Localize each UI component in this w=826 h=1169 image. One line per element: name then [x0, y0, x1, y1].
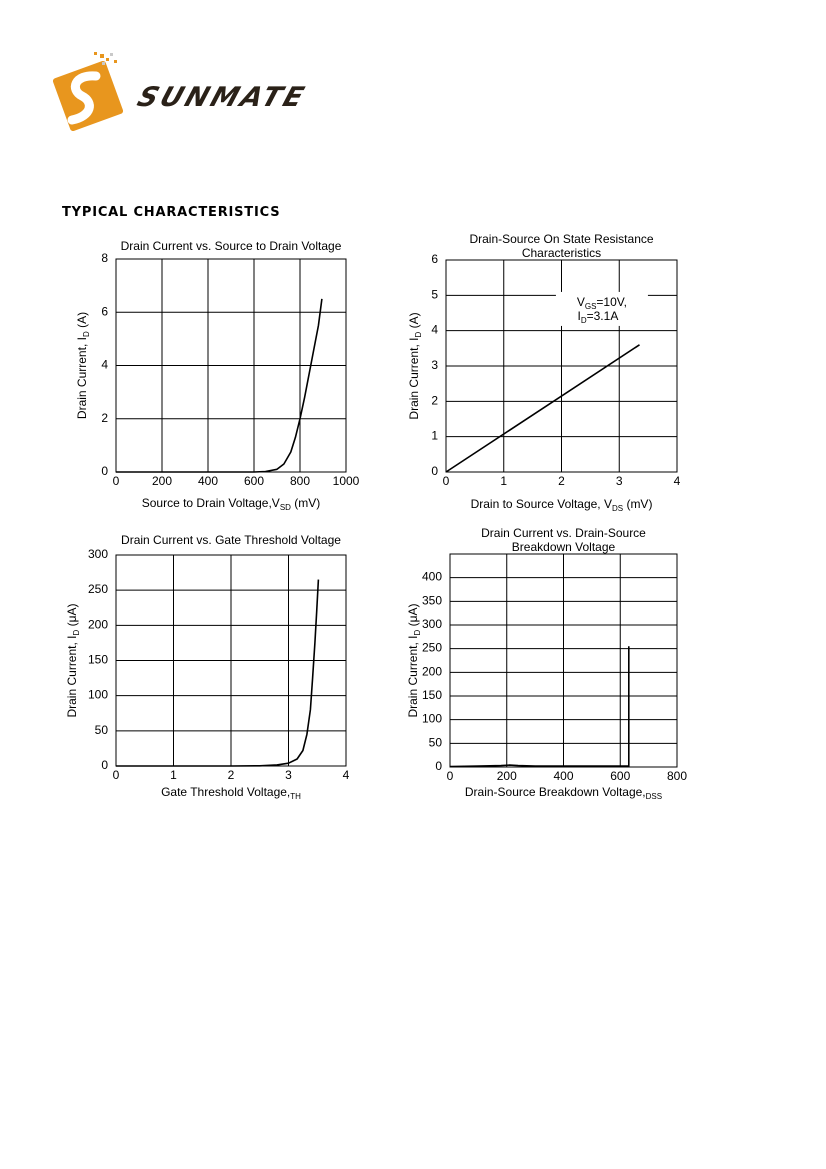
- y-tick-label: 3: [431, 358, 438, 372]
- y-tick-label: 350: [421, 593, 442, 608]
- y-tick-label: 0: [435, 759, 442, 773]
- y-tick-label: 250: [421, 640, 442, 655]
- x-tick-label: 0: [446, 769, 454, 783]
- chart-title: Drain Current vs. Gate Threshold Voltage: [121, 533, 341, 547]
- series-line: [116, 299, 322, 472]
- y-tick-label: 8: [101, 251, 108, 265]
- chart-drain-current-vs-source-drain-voltage: [75, 239, 360, 512]
- y-tick-label: 0: [101, 464, 108, 478]
- x-axis-label: Source to Drain $Voltage,V_{SD}$ (mV): [141, 496, 321, 512]
- x-tick-label: 200: [151, 474, 173, 488]
- chart-title: Drain Current vs. Drain-Source: [481, 526, 646, 540]
- y-tick-label: 4: [101, 357, 108, 372]
- y-axis-label: Drain Current, $I_D$ (μA): [65, 603, 81, 718]
- y-axis-label: Drain Current, $I_D$ (A): [75, 311, 91, 420]
- x-tick-label: 800: [289, 474, 311, 488]
- x-tick-label: 2: [227, 768, 235, 782]
- y-tick-label: 100: [421, 711, 442, 726]
- y-tick-label: 4: [431, 322, 438, 337]
- y-tick-label: 150: [87, 652, 108, 667]
- y-tick-label: 50: [428, 735, 442, 750]
- x-axis-label: Gate Threshold $Voltage,_{TH}$: [161, 785, 301, 801]
- y-tick-label: 6: [101, 304, 108, 319]
- y-tick-label: 100: [87, 687, 108, 702]
- y-tick-label: 0: [101, 758, 108, 772]
- y-tick-label: 1: [431, 428, 438, 443]
- series-line: [446, 345, 640, 472]
- y-tick-label: 0: [431, 464, 438, 478]
- x-tick-label: 400: [553, 769, 574, 783]
- x-tick-label: 600: [610, 769, 631, 783]
- y-tick-label: 300: [87, 547, 108, 561]
- x-tick-label: 1: [500, 474, 508, 488]
- y-tick-label: 400: [421, 569, 442, 584]
- chart-on-state-resistance: [407, 232, 681, 513]
- y-tick-label: 250: [87, 582, 108, 597]
- chart-drain-current-vs-gate-threshold: [65, 533, 350, 801]
- y-tick-label: 50: [94, 722, 108, 737]
- y-tick-label: 200: [87, 617, 108, 632]
- chart-title: Characteristics: [521, 246, 602, 260]
- chart-title: Breakdown Voltage: [511, 540, 616, 554]
- chart-title: Drain Current vs. Source to Drain Voltage: [120, 239, 342, 253]
- y-tick-label: 2: [101, 410, 108, 425]
- x-axis-label: Drain to Source Voltage, $V_{DS}$ (mV): [470, 497, 653, 513]
- logo-wordmark: SUNMATE: [133, 80, 311, 113]
- x-tick-label: 3: [285, 768, 292, 782]
- series-line: [450, 646, 629, 766]
- x-tick-label: 0: [112, 768, 120, 782]
- y-axis-label: Drain Current, $I_D$ (μA): [406, 603, 422, 718]
- y-tick-label: 5: [431, 287, 438, 302]
- x-tick-label: 400: [197, 474, 219, 488]
- x-tick-label: 3: [615, 474, 623, 488]
- x-tick-label: 4: [342, 768, 350, 782]
- chart-drain-current-vs-breakdown-voltage: [406, 526, 687, 801]
- y-tick-label: 150: [421, 688, 442, 702]
- x-tick-label: 2: [558, 474, 565, 488]
- y-tick-label: 6: [431, 252, 438, 266]
- x-tick-label: 200: [496, 769, 517, 783]
- chart-title: Drain-Source On State Resistance: [469, 232, 654, 246]
- x-axis-label: Drain-Source Breakdown $Voltage,_{DSS}$: [464, 785, 663, 801]
- x-tick-label: 0: [442, 474, 450, 488]
- annotation-text: $I_D=3.1A$: [577, 308, 619, 325]
- y-tick-label: 2: [431, 393, 438, 408]
- y-tick-label: 300: [421, 617, 442, 631]
- x-tick-label: 1: [170, 768, 177, 782]
- x-tick-label: 1000: [332, 474, 360, 488]
- x-tick-label: 800: [666, 769, 688, 783]
- x-tick-label: 4: [673, 474, 681, 488]
- y-tick-label: 200: [421, 664, 442, 679]
- x-tick-label: 600: [243, 474, 265, 488]
- y-axis-label: Drain Current, $I_D$ (A): [407, 312, 423, 420]
- section-title: TYPICAL CHARACTERISTICS: [62, 205, 281, 220]
- annotation-text: $V_{GS}=10V$,: [576, 294, 628, 311]
- x-tick-label: 0: [112, 474, 120, 488]
